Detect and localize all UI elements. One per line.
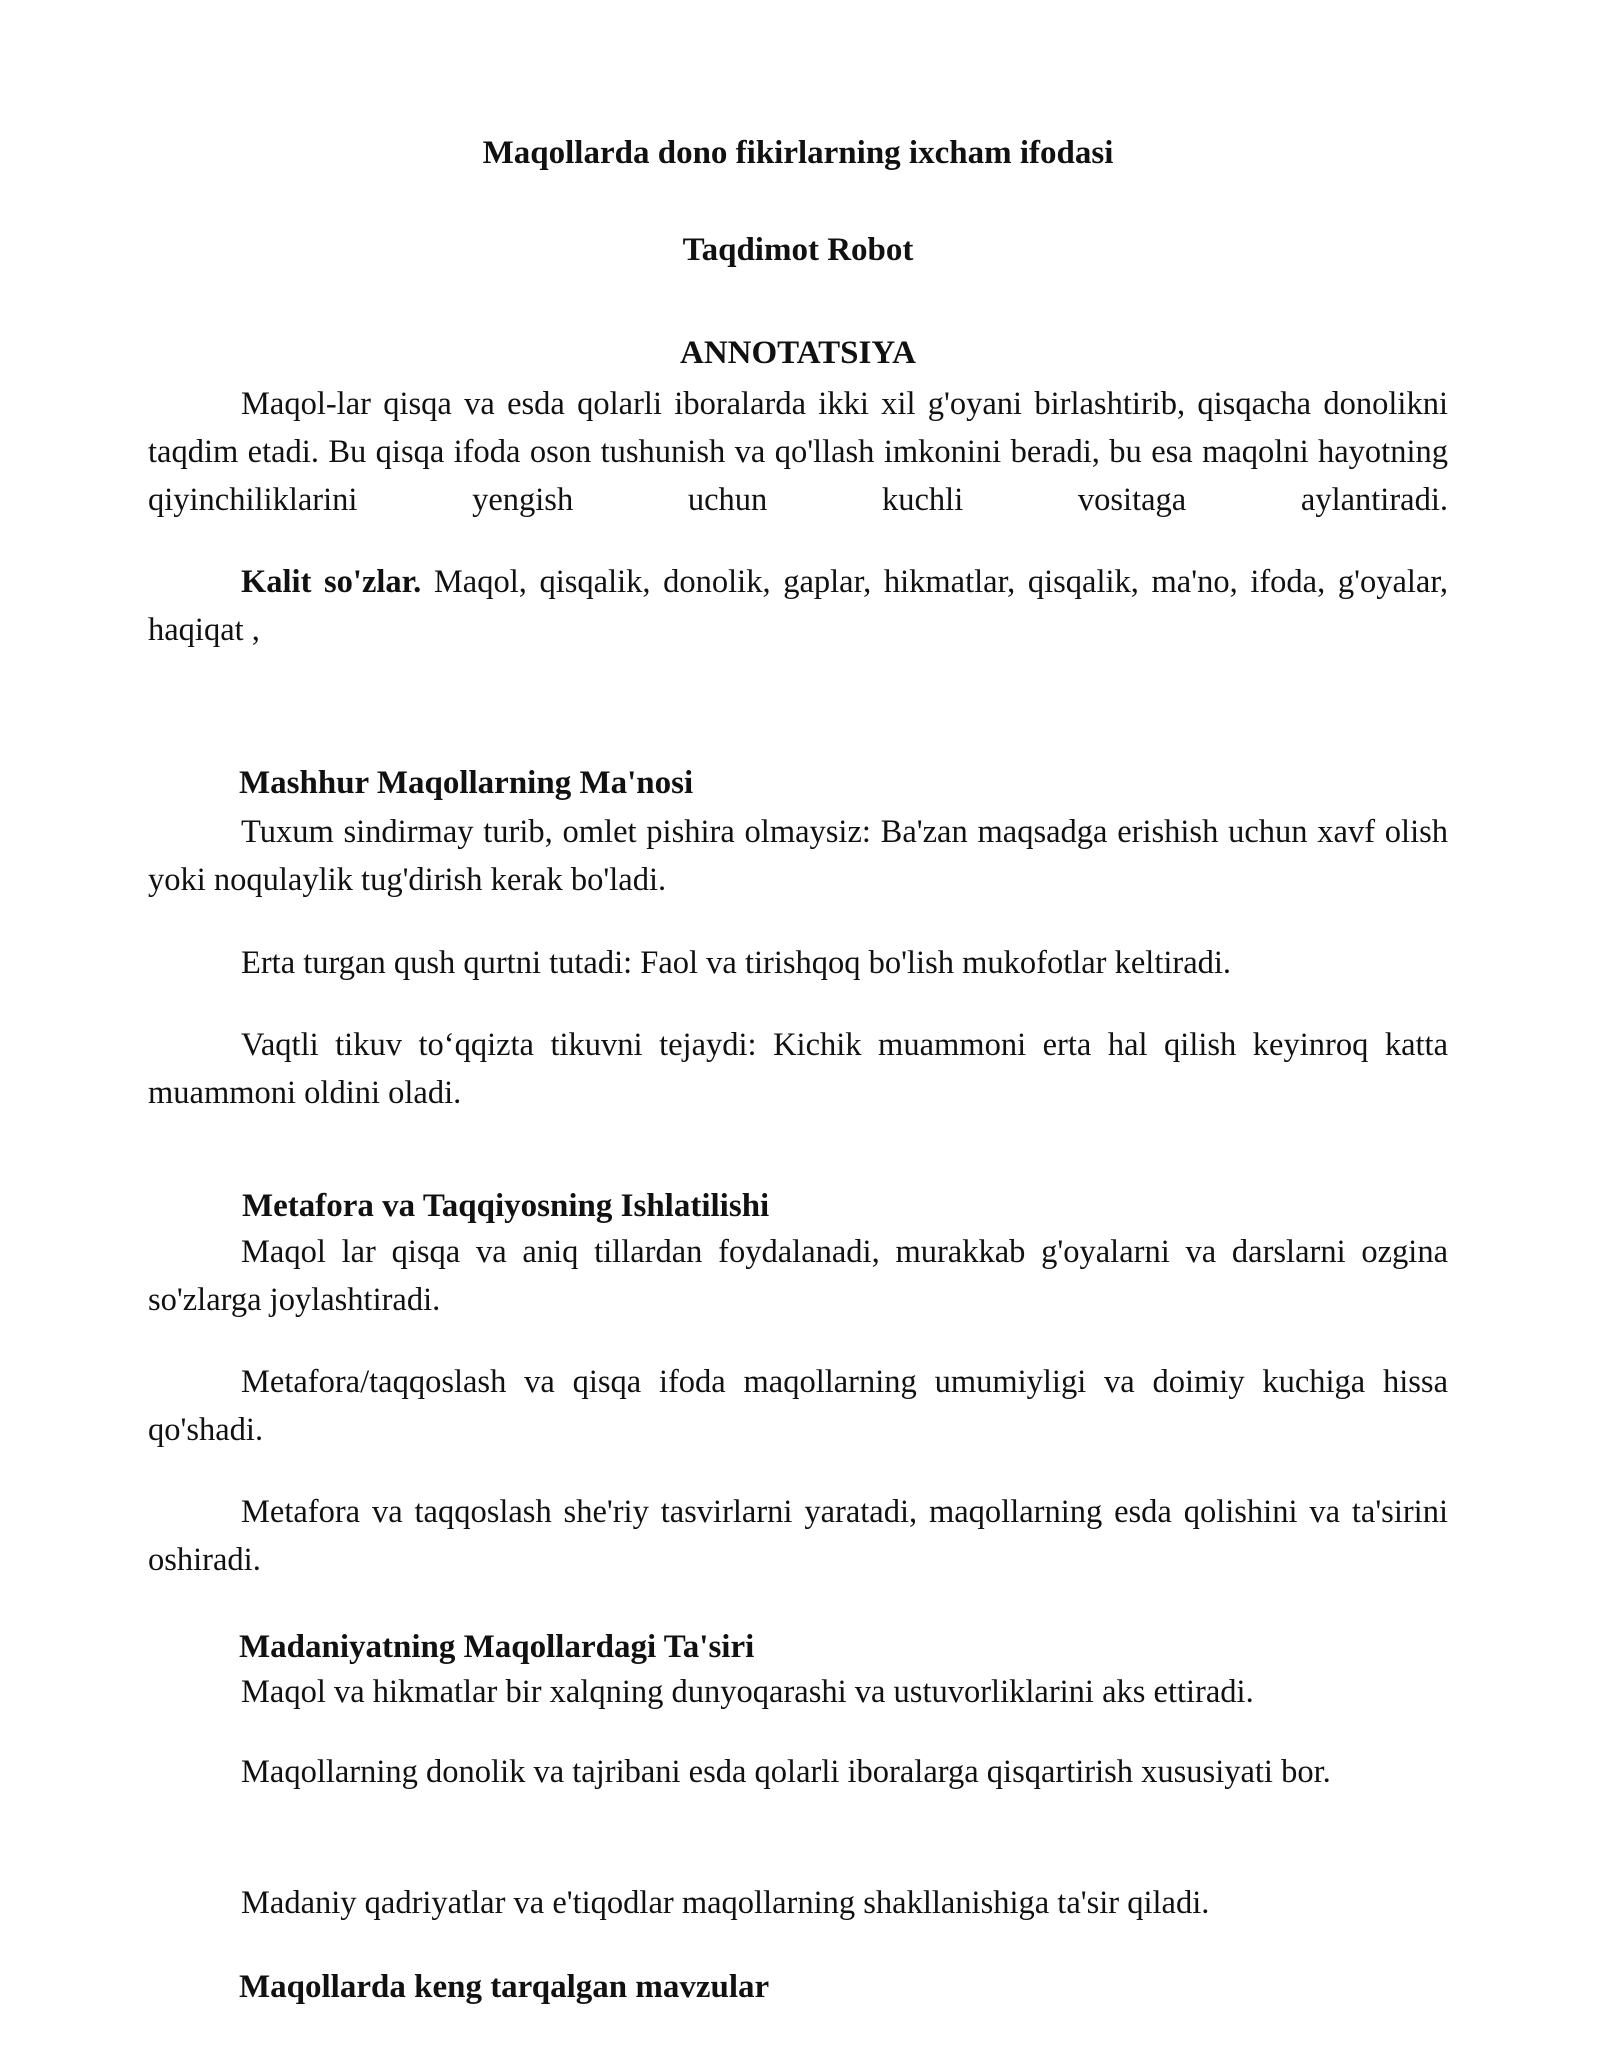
section-paragraph: Tuxum sindirmay turib, omlet pishira olmaysiz: Ba'zan maqsadga erishish uchun xavf olish yoki noqulaylik tug'dirish kerak bo'ladi.	[148, 814, 1448, 898]
document-author: Taqdimot Robot	[682, 232, 914, 268]
section-heading-themes: Maqollarda keng tarqalgan mavzular	[239, 1969, 770, 2005]
annotation-heading: ANNOTATSIYA	[680, 335, 916, 371]
section-paragraph: Maqol lar qisqa va aniq tillardan foydalanadi, murakkab g'oyalarni va darslarni ozgina so'zlarga joylashtiradi.	[148, 1234, 1448, 1318]
section-heading-meaning: Mashhur Maqollarning Ma'nosi	[239, 765, 694, 801]
section-paragraph: Metafora/taqqoslash va qisqa ifoda maqollarning umumiyligi va doimiy kuchiga hissa qo'shadi.	[148, 1364, 1448, 1448]
section-heading-culture: Madaniyatning Maqollardagi Ta'siri	[239, 1629, 755, 1665]
section-paragraph: Madaniy qadriyatlar va e'tiqodlar maqollarning shakllanishiga ta'sir qiladi.	[241, 1885, 1210, 1921]
section-heading-metaphor: Metafora va Taqqiyosning Ishlatilishi	[242, 1188, 770, 1224]
keywords-paragraph	[148, 558, 1448, 654]
section-paragraph: Erta turgan qush qurtni tutadi: Faol va tirishqoq bo'lish mukofotlar keltiradi.	[241, 945, 1232, 981]
section-paragraph: Metafora va taqqoslash she'riy tasvirlarni yaratadi, maqollarning esda qolishini va ta'sirini oshiradi.	[148, 1494, 1448, 1578]
annotation-paragraph: Maqol-lar qisqa va esda qolarli iboralarda ikki xil g'oyani birlashtirib, qisqacha donolikni taqdim etadi. Bu qisqa ifoda oson tushunish va qo'llash imkonini beradi, bu esa maqolni hayotning qiyinchiliklarini yengish uchun kuchli vositaga aylantiradi.	[148, 386, 1448, 518]
section-paragraph: Maqollarning donolik va tajribani esda qolarli iboralarga qisqartirish xususiyati bor.	[241, 1754, 1331, 1790]
document-title: Maqollarda dono fikirlarning ixcham ifodasi	[482, 135, 1114, 171]
keywords-text: Maqol, qisqalik, donolik, gaplar, hikmatlar, qisqalik, ma'no, ifoda, g'oyalar, haqiqat ,	[148, 564, 1448, 648]
keywords-label: Kalit so'zlar.	[241, 564, 422, 600]
section-paragraph: Maqol va hikmatlar bir xalqning dunyoqarashi va ustuvorliklarini aks ettiradi.	[241, 1674, 1254, 1710]
section-paragraph: Vaqtli tikuv to‘qqizta tikuvni tejaydi: Kichik muammoni erta hal qilish keyinroq katta muammoni oldini oladi.	[148, 1027, 1448, 1111]
